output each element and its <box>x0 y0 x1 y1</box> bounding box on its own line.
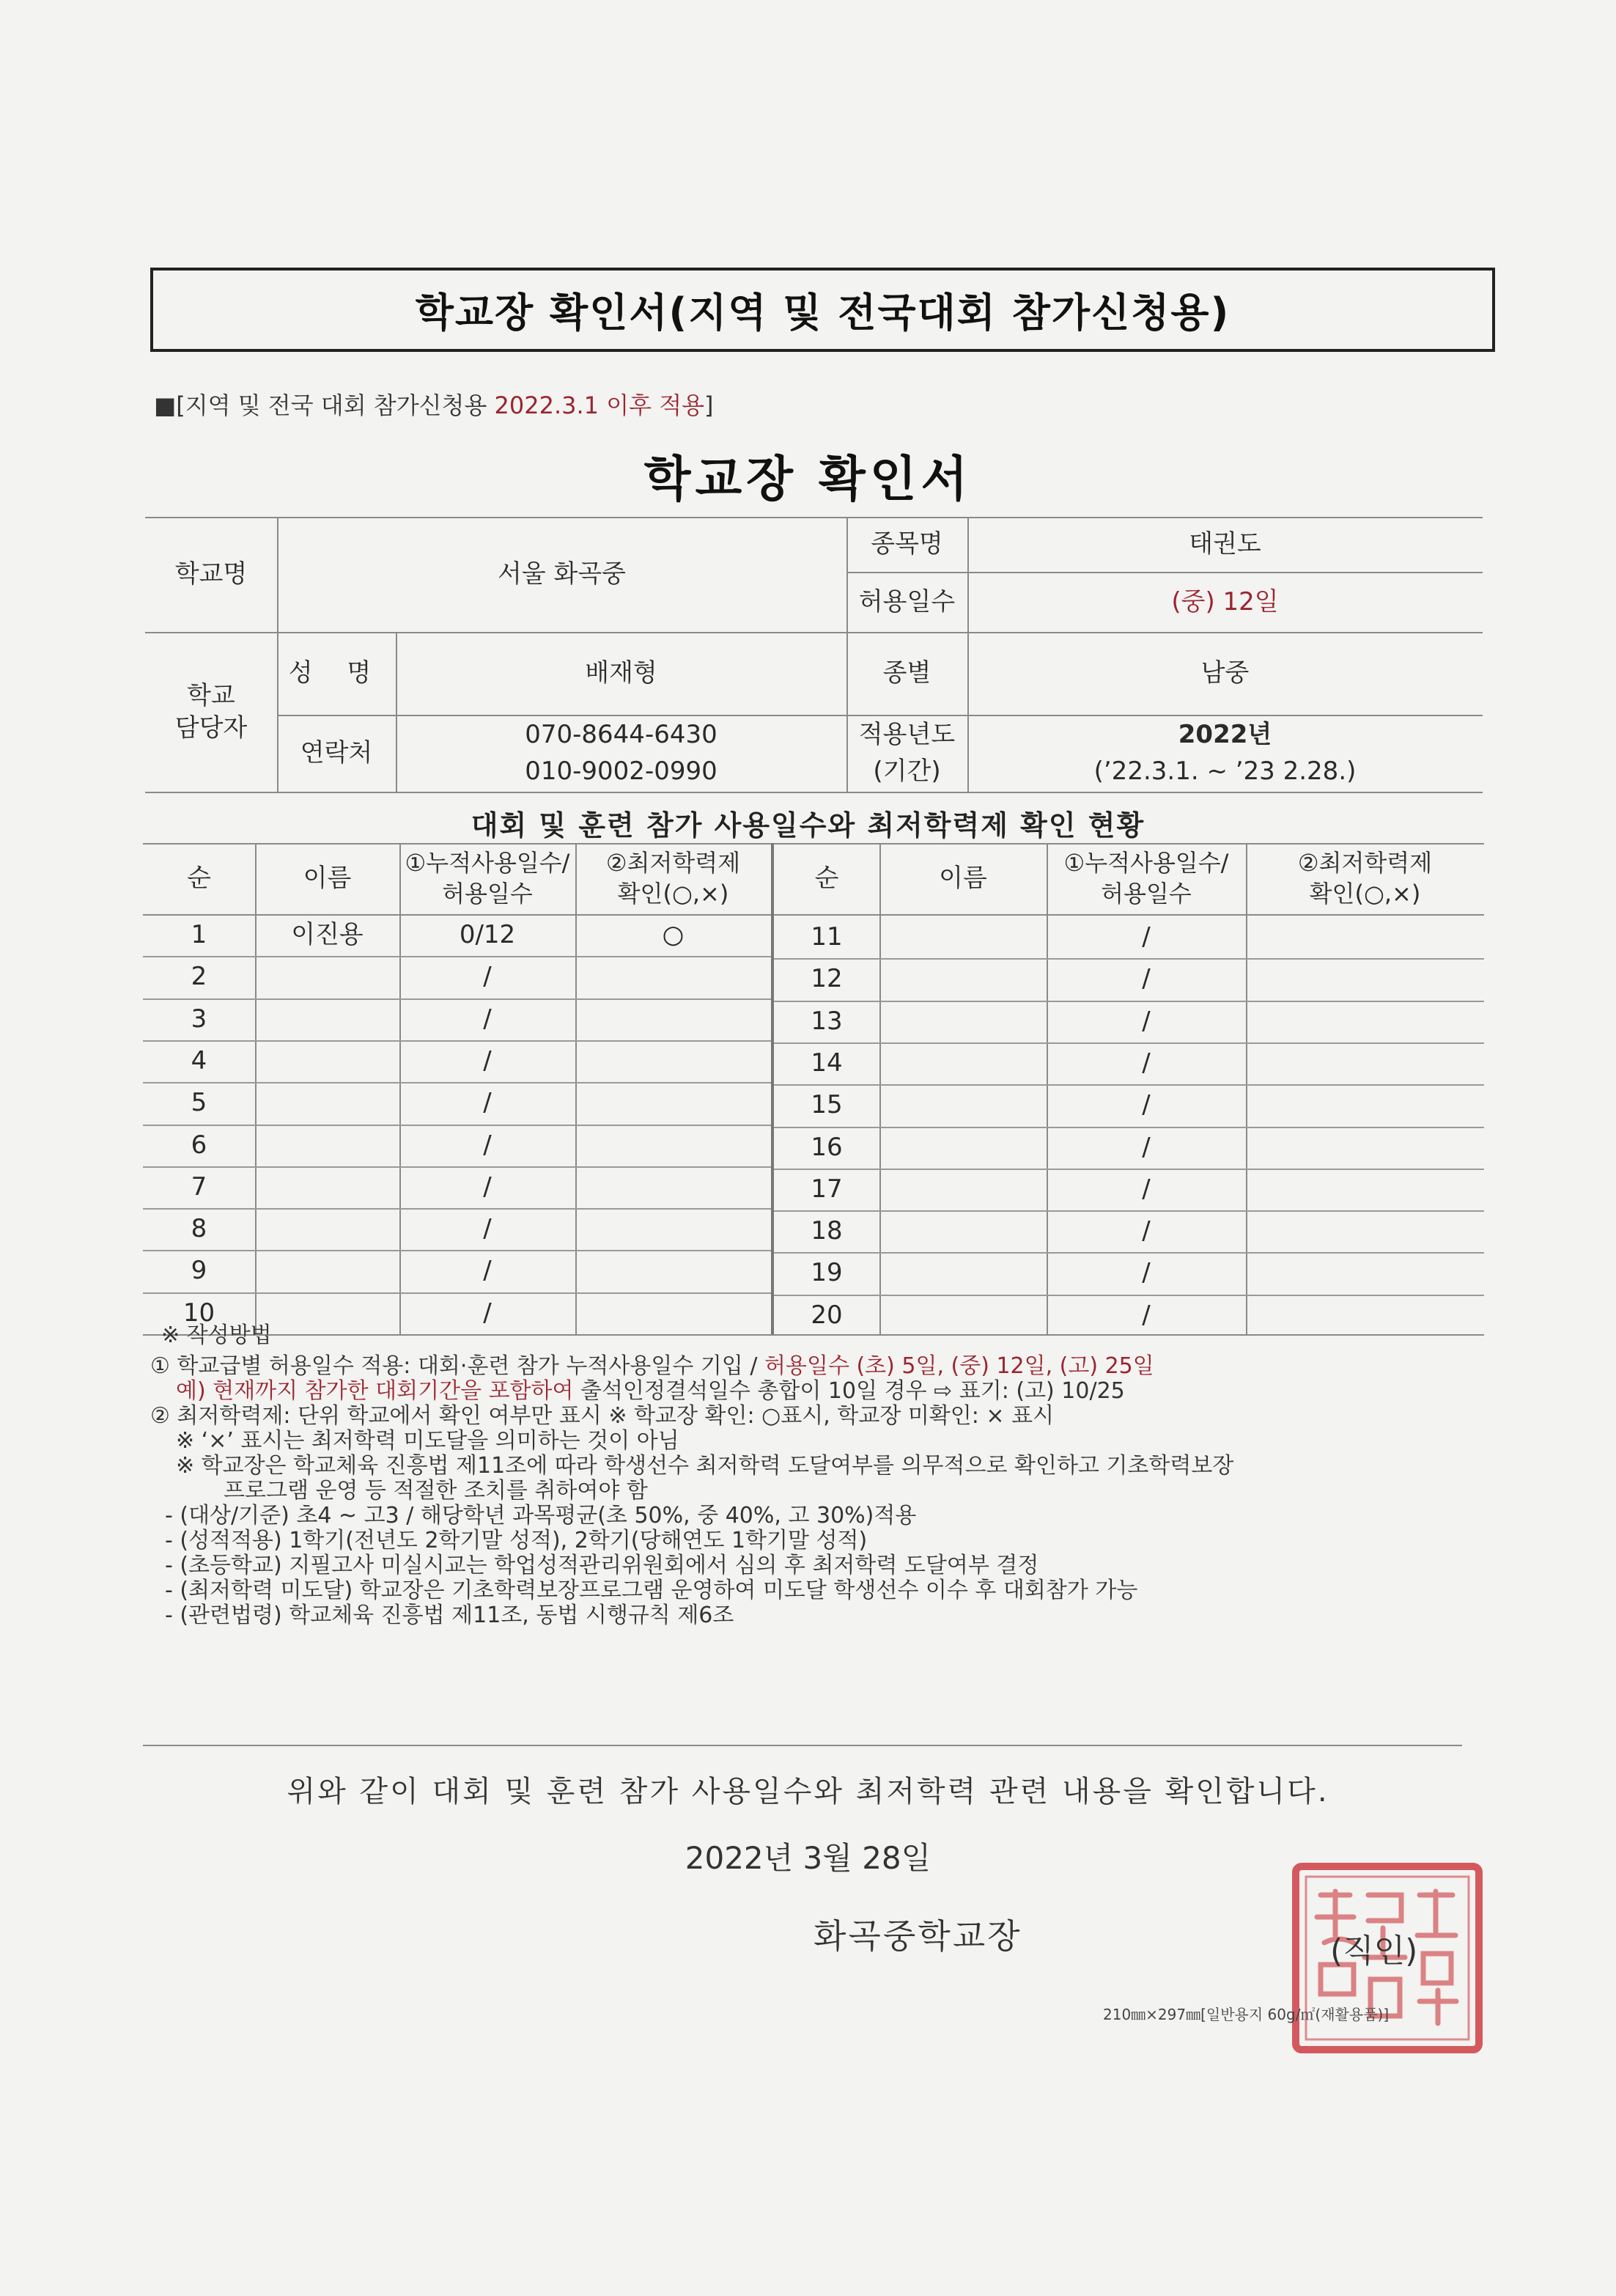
table-cell-num: 5 <box>191 1088 207 1118</box>
table-cell-acad <box>1246 958 1484 1000</box>
table-cell-num: 16 <box>811 1133 843 1163</box>
table-cell-days: / <box>1142 922 1151 952</box>
table-cell-num: 18 <box>811 1216 843 1246</box>
notes-header: ※ 작성방법 <box>161 1322 272 1348</box>
table-cell-acad <box>575 998 771 1040</box>
table-cell-days: / <box>483 1172 492 1202</box>
header-num-left: 순 <box>187 864 211 894</box>
header-acad-line2: 확인(○,×) <box>1309 879 1421 908</box>
table-cell-days: / <box>483 1130 492 1160</box>
note-11: - (관련법령) 학교체육 진흥법 제11조, 동법 시행규칙 제6조 <box>165 1603 734 1628</box>
note-10: - (최저학력 미도달) 학교장은 기초학력보장프로그램 운영하여 미도달 학생선수 이수 후 대회참가 가능 <box>165 1578 1138 1603</box>
header-acad-left <box>575 843 771 914</box>
table-cell-num: 6 <box>191 1130 207 1160</box>
note-8: - (성적적용) 1학기(전년도 2학기말 성적), 2학기(당해연도 1학기말 성적) <box>165 1528 868 1553</box>
note-prefix: ■[지역 및 전국 대회 참가신청용 <box>154 391 495 419</box>
header-name-left: 이름 <box>303 864 352 894</box>
table-cell-acad <box>1246 1210 1484 1252</box>
school-value: 서울 화곡중 <box>497 559 627 589</box>
applicability-note <box>154 387 714 421</box>
table-cell-name <box>879 1001 1047 1042</box>
table-cell-name <box>255 1166 399 1208</box>
table-cell-acad <box>1246 1127 1484 1169</box>
year-label-line1: 적용년도 <box>858 720 956 750</box>
principal-title: 화곡중학교장 <box>813 1916 1022 1956</box>
phone-2: 010-9002-0990 <box>525 756 717 786</box>
table-cell-name <box>879 1084 1047 1126</box>
table-cell-acad <box>575 1208 771 1250</box>
type-label: 종별 <box>882 658 931 688</box>
table-cell-days: 0/12 <box>459 920 516 950</box>
note-5: ※ 학교장은 학교체육 진흥법 제11조에 따라 학생선수 최저학력 도달여부를 의무적으로 확인하고 기초학력보장 <box>176 1453 1234 1479</box>
table-cell-name <box>879 1127 1047 1169</box>
allowed-days-label: 허용일수 <box>858 586 956 617</box>
contact-value <box>396 715 846 792</box>
table-cell-num: 9 <box>191 1256 207 1286</box>
divider <box>143 1745 1462 1746</box>
table-cell-name: 이진용 <box>291 920 364 950</box>
table-cell-acad <box>1246 1252 1484 1294</box>
header-acad-line2: 확인(○,×) <box>617 879 729 908</box>
table-cell-name <box>879 958 1047 1000</box>
table-cell-days: / <box>1142 1048 1151 1078</box>
note-2-text: 출석인정결석일수 총합이 10일 경우 ⇨ 표기: (고) 10/25 <box>573 1378 1125 1404</box>
table-cell-acad <box>575 956 771 998</box>
table-cell-num: 13 <box>811 1007 843 1037</box>
staff-label-line1: 학교 <box>187 680 235 710</box>
event-value: 태권도 <box>1189 529 1261 559</box>
table-cell-acad <box>1246 1001 1484 1042</box>
header-days-line2: 허용일수 <box>442 879 533 908</box>
table-cell-num: 14 <box>811 1048 843 1078</box>
table-cell-days: / <box>483 1214 492 1244</box>
paper-spec: 210㎜×297㎜[일반용지 60g/㎡(재활용품)] <box>1103 2006 1390 2023</box>
table-cell-num: 2 <box>191 962 207 992</box>
table-cell-acad <box>1246 1042 1484 1084</box>
table-cell-name <box>879 1210 1047 1252</box>
table-cell-days: / <box>1142 1216 1151 1246</box>
header-days-line1: ①누적사용일수/ <box>1063 848 1229 877</box>
note-2-red: 예) 현재까지 참가한 대회기간을 포함하여 <box>176 1378 574 1404</box>
header-days-left <box>399 843 575 914</box>
header-acad-line1: ②최저학력제 <box>605 848 741 877</box>
table-cell-days: / <box>1142 1174 1151 1204</box>
table-cell-num: 19 <box>811 1258 843 1288</box>
event-label: 종목명 <box>871 529 943 559</box>
note-9: - (초등학교) 지필고사 미실시교는 학업성적관리위원회에서 심의 후 최저학력 도달여부 결정 <box>165 1553 1039 1578</box>
table-cell-num: 17 <box>811 1174 843 1204</box>
table-cell-days: / <box>483 1088 492 1118</box>
table-cell-name <box>879 1169 1047 1210</box>
name-value: 배재형 <box>585 658 657 688</box>
table-cell-days: / <box>1142 1258 1151 1288</box>
note-4: ※ ‘×’ 표시는 최저학력 미도달을 의미하는 것이 아님 <box>176 1428 679 1454</box>
table-cell-days: / <box>1142 1090 1151 1120</box>
table-cell-name <box>255 1125 399 1166</box>
table-cell-days: / <box>483 1298 492 1328</box>
year-label-line2: (기간) <box>873 756 941 786</box>
phone-1: 070-8644-6430 <box>525 720 717 750</box>
contact-label: 연락처 <box>300 738 373 768</box>
table-cell-num: 4 <box>191 1046 207 1076</box>
table-cell-acad <box>1246 1084 1484 1126</box>
header-acad-right <box>1246 843 1484 914</box>
table-cell-acad <box>575 1125 771 1166</box>
seal-label: (직인) <box>1330 1932 1418 1970</box>
table-cell-acad <box>575 1040 771 1082</box>
table-cell-name <box>255 956 399 998</box>
note-1-red: 허용일수 (초) 5일, (중) 12일, (고) 25일 <box>764 1353 1154 1379</box>
table-cell-name <box>255 1040 399 1082</box>
document-title: 학교장 확인서(지역 및 전국대회 참가신청용) <box>415 290 1231 336</box>
divider <box>145 792 1483 793</box>
table-cell-days: / <box>483 1256 492 1286</box>
note-suffix: ] <box>704 391 714 419</box>
table-cell-num: 3 <box>191 1004 207 1034</box>
table-cell-name <box>255 1250 399 1292</box>
instructions <box>150 1323 1491 1628</box>
allowed-days-value: (중) 12일 <box>1171 586 1279 617</box>
table-cell-acad <box>1246 1169 1484 1210</box>
table-cell-name <box>255 1208 399 1250</box>
table-cell-num: 15 <box>811 1090 843 1120</box>
form-heading: 학교장 확인서 <box>643 451 973 507</box>
period-value: (’22.3.1. ~ ’23 2.28.) <box>1093 756 1357 786</box>
table-cell-days: / <box>483 962 492 992</box>
year-value-main: 2022년 <box>1178 720 1272 750</box>
document-title-box <box>150 268 1495 352</box>
staff-label-line2: 담당자 <box>174 713 248 743</box>
table-cell-acad <box>575 1250 771 1292</box>
header-days-line1: ①누적사용일수/ <box>405 848 570 877</box>
note-1-text: ① 학교급별 허용일수 적용: 대회·훈련 참가 누적사용일수 기입 / <box>150 1353 764 1379</box>
year-label <box>846 715 967 792</box>
table-cell-num: 20 <box>811 1300 843 1331</box>
note-6: 프로그램 운영 등 적절한 조치를 취하여야 함 <box>224 1478 648 1504</box>
table-cell-num: 8 <box>191 1214 207 1244</box>
header-num-right: 순 <box>814 864 839 894</box>
table-cell-name <box>879 1252 1047 1294</box>
table-cell-days: / <box>1142 1133 1151 1163</box>
note-date: 2022.3.1 이후 적용 <box>494 391 705 419</box>
table-cell-num: 7 <box>191 1172 207 1202</box>
table-cell-num: 1 <box>191 920 207 950</box>
table-cell-days: / <box>1142 1300 1151 1331</box>
table-cell-name <box>879 1042 1047 1084</box>
table-cell-acad <box>575 1082 771 1124</box>
table-cell-days: / <box>1142 964 1151 994</box>
note-7: - (대상/기준) 초4 ~ 고3 / 해당학년 과목평균(초 50%, 중 40%, 고 30%)적용 <box>165 1503 917 1528</box>
issue-date: 2022년 3월 28일 <box>685 1840 931 1876</box>
table-cell-num: 10 <box>182 1298 215 1328</box>
type-value: 남중 <box>1200 658 1250 688</box>
table-cell-acad: ○ <box>662 920 685 950</box>
table-cell-name <box>255 1082 399 1124</box>
table-cell-days: / <box>483 1046 492 1076</box>
note-3: ② 최저학력제: 단위 학교에서 확인 여부만 표시 ※ 학교장 확인: ○표시, 학교장 미확인: × 표시 <box>150 1403 1055 1429</box>
school-label: 학교명 <box>174 559 248 589</box>
header-days-right <box>1047 843 1246 914</box>
header-acad-line1: ②최저학력제 <box>1297 848 1433 877</box>
table-cell-num: 11 <box>811 922 843 952</box>
table-cell-acad <box>575 1166 771 1208</box>
staff-label <box>145 632 277 792</box>
section-title: 대회 및 훈련 참가 사용일수와 최저학력제 확인 현황 <box>471 809 1145 842</box>
table-cell-days: / <box>1142 1007 1151 1037</box>
header-days-line2: 허용일수 <box>1101 879 1192 908</box>
note-1 <box>150 1354 1491 1379</box>
table-cell-name <box>255 998 399 1040</box>
header-name-right: 이름 <box>939 864 987 894</box>
table-cell-acad <box>1246 916 1484 958</box>
name-label: 성 명 <box>288 658 385 688</box>
table-cell-days: / <box>483 1004 492 1034</box>
table-cell-name <box>879 916 1047 958</box>
table-cell-num: 12 <box>811 964 843 994</box>
note-2 <box>150 1379 1491 1404</box>
year-value <box>967 715 1483 792</box>
confirmation-statement: 위와 같이 대회 및 훈련 참가 사용일수와 최저학력 관련 내용을 확인합니다. <box>287 1775 1329 1809</box>
